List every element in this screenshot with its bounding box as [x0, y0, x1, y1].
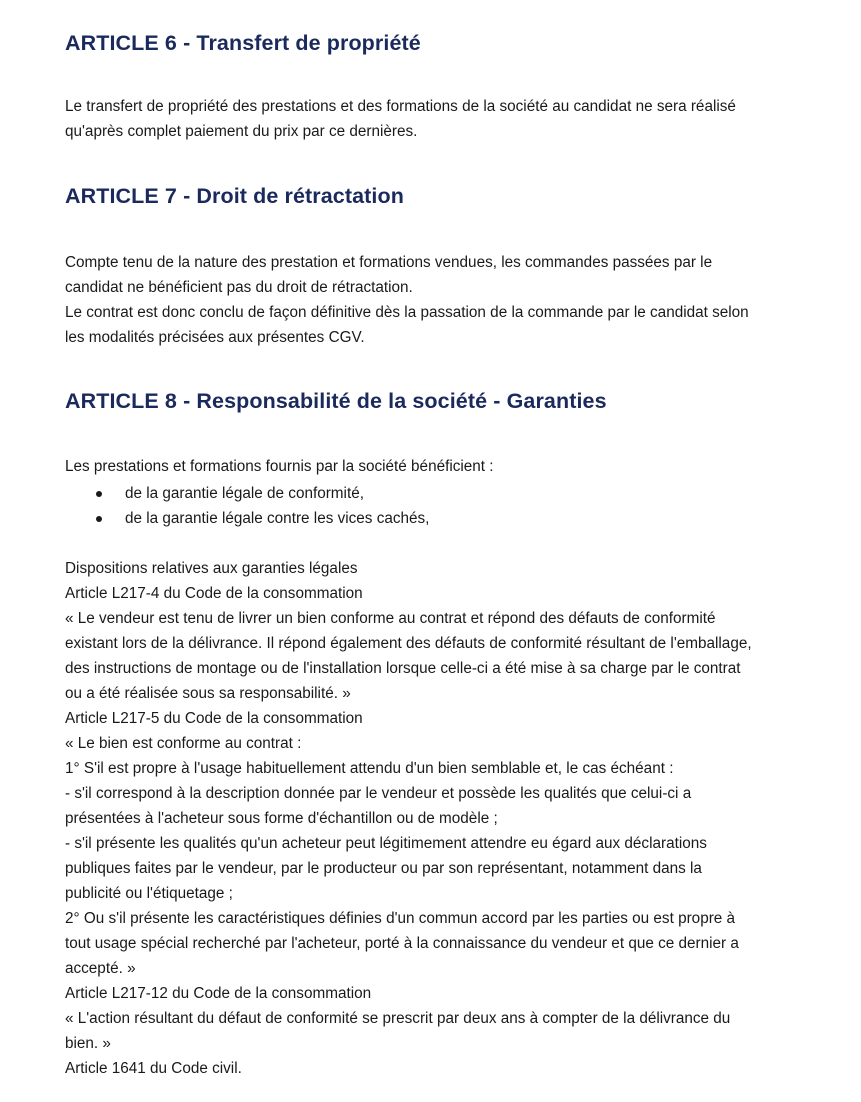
text-line: publiques faites par le vendeur, par le producteur ou par son représentant, notamment dans la	[65, 860, 702, 877]
text-line: présentées à l'acheteur sous forme d'échantillon ou de modèle ;	[65, 810, 498, 827]
text-line: existant lors de la délivrance. Il répond également des défauts de conformité résultant de l'emballage,	[65, 635, 752, 652]
text-line: Compte tenu de la nature des prestation et formations vendues, les commandes passées par le	[65, 254, 713, 271]
text-line: ou a été réalisée sous sa responsabilité. »	[65, 685, 351, 702]
article-6-heading: ARTICLE 6 - Transfert de propriété	[65, 31, 421, 55]
text-line: Le contrat est donc conclu de façon définitive dès la passation de la commande par le candidat selon	[65, 304, 749, 321]
list-item	[65, 506, 429, 531]
article-7-heading: ARTICLE 7 - Droit de rétractation	[65, 184, 404, 208]
text-line: Article L217-5 du Code de la consommation	[65, 710, 363, 727]
text-line: - s'il correspond à la description donnée par le vendeur et possède les qualités que celui-ci a	[65, 785, 692, 802]
text-line: des instructions de montage ou de l'installation lorsque celle-ci a été mise à sa charge par le contrat	[65, 660, 741, 677]
bullet-icon	[96, 491, 102, 497]
text-line: Dispositions relatives aux garanties légales	[65, 560, 358, 577]
text-line: les modalités précisées aux présentes CGV.	[65, 329, 365, 346]
article-6-body	[65, 94, 736, 144]
text-line: « Le vendeur est tenu de livrer un bien conforme au contrat et répond des défauts de conformité	[65, 610, 716, 627]
list-item	[65, 481, 429, 506]
text-line: bien. »	[65, 1035, 111, 1052]
text-line: Le transfert de propriété des prestations et des formations de la société au candidat ne sera réalisé	[65, 98, 736, 115]
text-line: candidat ne bénéficient pas du droit de rétractation.	[65, 279, 413, 296]
text-line: - s'il présente les qualités qu'un acheteur peut légitimement attendre eu égard aux déclarations	[65, 835, 707, 852]
text-line: qu'après complet paiement du prix par ce dernières.	[65, 123, 418, 140]
text-line: 2° Ou s'il présente les caractéristiques définies d'un commun accord par les parties ou est propre à	[65, 910, 736, 927]
text-line: accepté. »	[65, 960, 136, 977]
text-line: « L'action résultant du défaut de conformité se prescrit par deux ans à compter de la délivrance du	[65, 1010, 731, 1027]
text-line: tout usage spécial recherché par l'acheteur, porté à la connaissance du vendeur et que ce dernier a	[65, 935, 739, 952]
text-line: publicité ou l'étiquetage ;	[65, 885, 233, 902]
text-line: « Le bien est conforme au contrat :	[65, 735, 302, 752]
guarantee-list	[65, 481, 429, 531]
text-line: Article L217-12 du Code de la consommation	[65, 985, 372, 1002]
text-line: Article L217-4 du Code de la consommation	[65, 585, 363, 602]
list-item-label: de la garantie légale de conformité,	[125, 485, 364, 502]
list-item-label: de la garantie légale contre les vices cachés,	[125, 510, 430, 527]
text-line: Article 1641 du Code civil.	[65, 1060, 242, 1077]
article-8-heading: ARTICLE 8 - Responsabilité de la société - Garanties	[65, 389, 607, 413]
article-8-intro	[65, 454, 494, 479]
bullet-icon	[96, 516, 102, 522]
article-7-body	[65, 250, 749, 350]
text-line: Les prestations et formations fournis par la société bénéficient :	[65, 458, 494, 475]
text-line: 1° S'il est propre à l'usage habituellement attendu d'un bien semblable et, le cas échéant :	[65, 760, 674, 777]
legal-guarantees-text	[65, 556, 835, 1081]
